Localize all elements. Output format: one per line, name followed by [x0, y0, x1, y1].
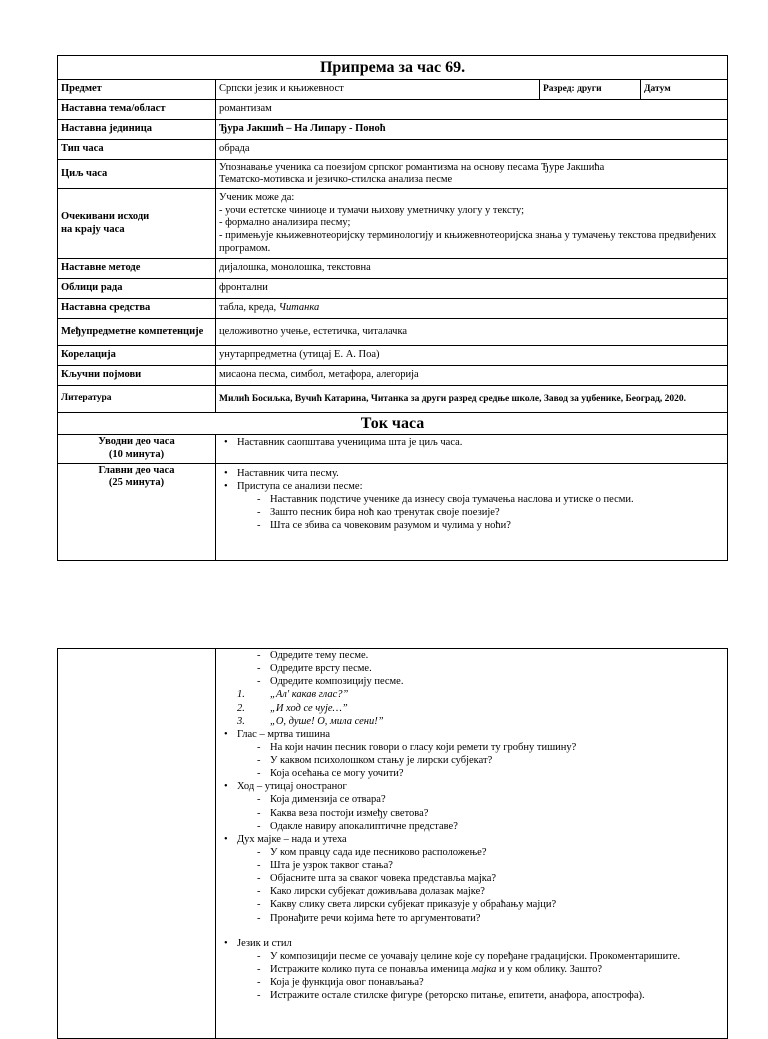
subject-value: Српски језик и књижевност [216, 80, 540, 100]
item-number: 3. [237, 715, 245, 727]
list-item: - Одредите композицију песме. [219, 675, 724, 688]
numbered-item [219, 702, 724, 715]
intro-phase-line: Уводни део часа [98, 436, 175, 448]
topic-label: Наставна тема/област [58, 100, 216, 120]
list-item [219, 963, 724, 976]
list-item: • Приступа се анализи песме: [219, 480, 724, 493]
literature-value: Милић Босиљка, Вучић Катарина, Читанка за други разред средње школе, Завод за уџбенике, Београд, 2020. [216, 386, 728, 413]
outcomes-label-line: Очекивани исходи [61, 211, 150, 223]
section-heading: • Глас – мртва тишина [219, 728, 724, 741]
work-forms-value: фронтални [216, 279, 728, 299]
outcomes-value [216, 189, 728, 259]
list-item: - У ком правцу сада иде песниково расположење? [219, 846, 724, 859]
teaching-aids-book: Читанка [278, 302, 320, 314]
topic-value: романтизам [216, 100, 728, 120]
main-phase-label [58, 463, 216, 560]
text-part: Истражите колико пута се понавља именица [270, 963, 472, 975]
list-item: - Зашто песник бира ноћ као тренутак своје поезије? [219, 506, 724, 519]
quote-text: „О, душе! О, мила сени!” [270, 715, 384, 727]
list-item: - Пронађите речи којима ћете то аргументовати? [219, 912, 724, 925]
correlation-value: унутарпредметна (утицај Е. А. Поа) [216, 346, 728, 366]
list-item: - Одредите врсту песме. [219, 662, 724, 675]
section-heading: • Ход – утицај оностраног [219, 780, 724, 793]
grade-label: Разред: други [540, 80, 641, 100]
quote-text: „Ал' какав глас?” [270, 689, 349, 701]
list-item: - Каква веза постоји између светова? [219, 807, 724, 820]
lesson-plan-table [57, 55, 728, 561]
continuation-phase-cell [58, 649, 216, 1039]
main-phase-line: Главни део часа [98, 464, 175, 476]
list-item: - У каквом психолошком стању је лирски субјекат? [219, 754, 724, 767]
emphasized-word: мајка [471, 963, 497, 975]
main-phase-content [216, 463, 728, 560]
continuation-content [216, 649, 728, 1039]
text-part: и у ком облику. Зашто? [496, 963, 603, 975]
quote-text: „И ход се чује…” [270, 702, 348, 714]
key-concepts-value: мисаона песма, симбол, метафора, алегорија [216, 366, 728, 386]
list-item: • Наставник саопштава ученицима шта је циљ часа. [219, 436, 724, 449]
lesson-type-label: Тип часа [58, 140, 216, 160]
list-item: - У композицији песме се уочавају целине које су поређане градацијски. Прокоментаришите. [219, 950, 724, 963]
numbered-item [219, 715, 724, 728]
goal-line: Тематско-мотивска и језичко-стилска анализа песме [219, 174, 453, 186]
date-label: Датум [641, 80, 728, 100]
teaching-aids-value [216, 299, 728, 319]
plan-title: Припрема за час 69. [58, 56, 728, 80]
intro-phase-content [216, 435, 728, 463]
list-item: - Одакле навиру апокалиптичне представе? [219, 820, 724, 833]
spacer [219, 925, 724, 937]
goal-value [216, 160, 728, 189]
teaching-aids-label: Наставна средства [58, 299, 216, 319]
intro-phase-label [58, 435, 216, 463]
competencies-value: целоживотно учење, естетичка, читалачка [216, 319, 728, 346]
item-number: 2. [237, 702, 245, 714]
work-forms-label: Облици рада [58, 279, 216, 299]
methods-value: дијалошка, монолошка, текстовна [216, 259, 728, 279]
list-item: - Како лирски субјекат доживљава долазак мајке? [219, 885, 724, 898]
unit-value: Ђура Јакшић – На Липару - Поноћ [216, 120, 728, 140]
competencies-label: Међупредметне компетенције [58, 319, 216, 346]
list-item: • Наставник чита песму. [219, 467, 724, 480]
key-concepts-label: Кључни појмови [58, 366, 216, 386]
list-item: - Одредите тему песме. [219, 649, 724, 662]
list-item: - Шта се збива са човековим разумом и чулима у ноћи? [219, 519, 724, 532]
goal-line: Упознавање ученика са поезијом српског романтизма на основу песама Ђуре Јакшића [219, 161, 605, 173]
lesson-flow-heading: Ток часа [58, 413, 728, 435]
outcomes-label-line: на крају часа [61, 223, 125, 235]
list-item: - Која димензија се отвара? [219, 793, 724, 806]
list-item: - Објасните шта за сваког човека представља мајка? [219, 872, 724, 885]
numbered-item [219, 688, 724, 701]
list-item: - Наставник подстиче ученике да изнесу своја тумачења наслова и утиске о песми. [219, 493, 724, 506]
section-heading: • Језик и стил [219, 937, 724, 950]
list-item: - Шта је узрок таквог стања? [219, 859, 724, 872]
lesson-type-value: обрада [216, 140, 728, 160]
goal-label: Циљ часа [58, 160, 216, 189]
unit-label: Наставна јединица [58, 120, 216, 140]
list-item: - Која је функција овог понављања? [219, 976, 724, 989]
outcomes-line: - уочи естетске чиниоце и тумачи њихову уметничку улогу у тексту; [219, 204, 525, 216]
outcomes-label [58, 189, 216, 259]
section-heading: • Дух мајке – нада и утеха [219, 833, 724, 846]
outcomes-line: Ученик може да: [219, 192, 295, 204]
outcomes-line: - примењује књижевнотеоријску терминологију и књижевнотеоријска знања у тумачењу текстова предвиђених програмом. [219, 229, 717, 254]
teaching-aids-text: табла, креда, [219, 302, 279, 314]
list-item: - Какву слику света лирски субјекат приказује у обраћању мајци? [219, 898, 724, 911]
correlation-label: Корелација [58, 346, 216, 366]
list-item: - Истражите остале стилске фигуре (реторско питање, епитети, анафора, апострофа). [219, 989, 724, 1002]
literature-label: Литература [58, 386, 216, 413]
methods-label: Наставне методе [58, 259, 216, 279]
subject-label: Предмет [58, 80, 216, 100]
main-phase-line: (25 минута) [108, 477, 165, 489]
list-item: - На који начин песник говори о гласу који ремети ту гробну тишину? [219, 741, 724, 754]
item-number: 1. [237, 689, 245, 701]
lesson-plan-continuation-table [57, 648, 728, 1039]
intro-phase-line: (10 минута) [108, 448, 165, 460]
outcomes-line: - формално анализира песму; [219, 217, 351, 229]
list-item: - Која осећања се могу уочити? [219, 767, 724, 780]
